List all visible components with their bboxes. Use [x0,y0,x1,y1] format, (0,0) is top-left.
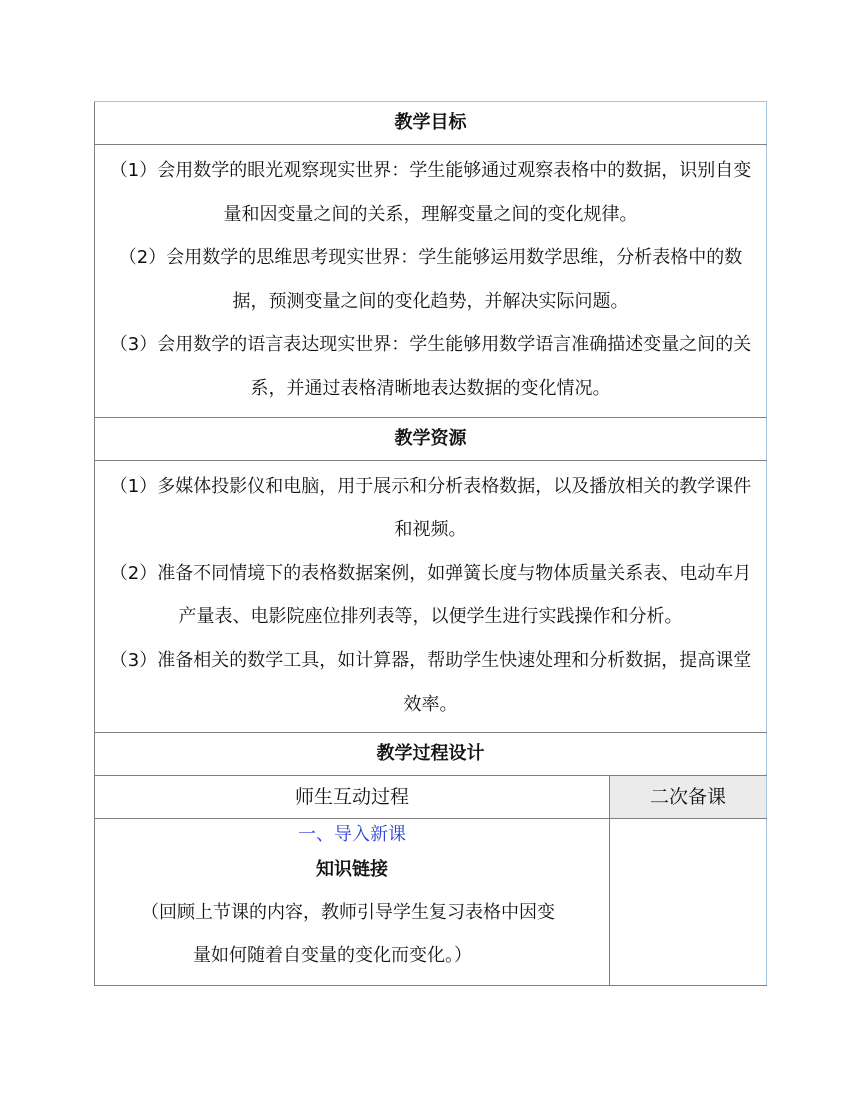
knowledge-link-title: 知识链接 [316,859,388,881]
review-text-line: 量如何随着自变量的变化而变化。） [193,945,472,967]
interaction-column-header: 师生互动过程 [95,776,610,819]
resource-item: （2）准备不同情境下的表格数据案例，如弹簧长度与物体质量关系表、电动车月产量表、电影院座位排列表等，以便学生进行实践操作和分析。 [109,562,752,628]
second-prep-column-header: 二次备课 [610,776,767,819]
interaction-process-cell [95,819,610,986]
resource-item: （3）准备相关的数学工具，如计算器，帮助学生快速处理和分析数据，提高课堂效率。 [109,649,752,715]
review-text-line: （回顾上节课的内容，教师引导学生复习表格中因变 [141,902,555,924]
lesson-plan-table [94,101,767,986]
section-title-intro: 一、导入新课 [298,824,406,846]
teaching-goals-content [95,145,767,418]
review-text [95,891,609,977]
process-design-heading: 教学过程设计 [95,733,767,776]
second-prep-cell[interactable] [610,819,767,986]
goal-item: （3）会用数学的语言表达现实世界：学生能够用数学语言准确描述变量之间的关系，并通过表格清晰地表达数据的变化情况。 [109,334,752,399]
resource-item: （1）多媒体投影仪和电脑，用于展示和分析表格数据，以及播放相关的教学课件和视频。 [109,475,752,541]
teaching-resources-heading: 教学资源 [95,417,767,460]
teaching-goals-heading: 教学目标 [95,102,767,145]
teaching-resources-content [95,460,767,733]
goal-item: （2）会用数学的思维思考现实世界：学生能够运用数学思维，分析表格中的数据，预测变量之间的变化趋势，并解决实际问题。 [118,247,743,312]
goal-item: （1）会用数学的眼光观察现实世界：学生能够通过观察表格中的数据，识别自变量和因变量之间的关系，理解变量之间的变化规律。 [109,160,752,225]
